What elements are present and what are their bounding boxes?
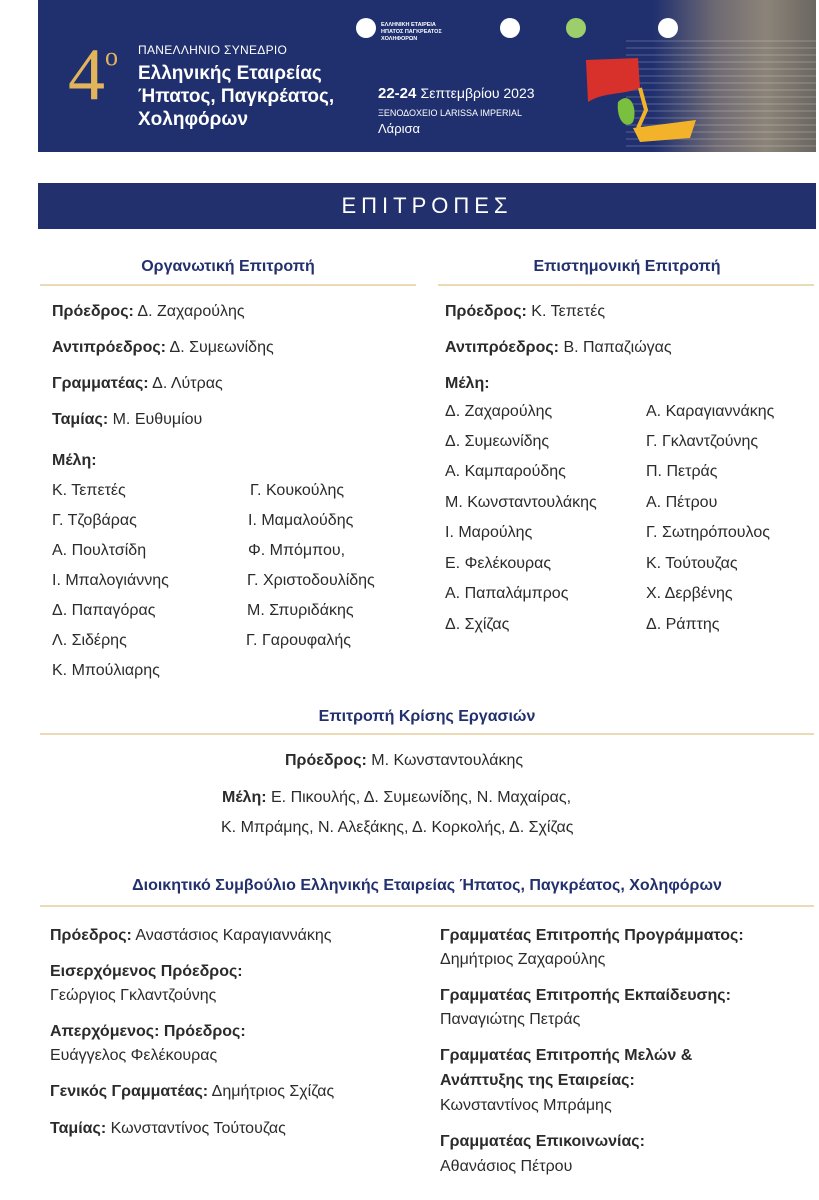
board-role-name: Παναγιώτης Πετράς [440,1011,581,1028]
scientific-member: Μ. Κωνσταντουλάκης [445,494,597,511]
scientific-member: Δ. Συμεωνίδης [445,433,550,450]
venue: ΞΕΝΟΔΟΧΕΙΟ LARISSA IMPERIAL [378,108,523,118]
organizing-member: Κ. Μπούλιαρης [52,662,160,679]
scientific-role: Πρόεδρος: Κ. Τεπετές [445,303,606,320]
organizing-member: Ι. Μπαλογιάννης [52,572,169,589]
scientific-member: Ι. Μαρούλης [445,524,533,541]
judging-members-line: Κ. Μπράμης, Ν. Αλεξάκης, Δ. Κορκολής, Δ. Σχίζας [221,819,574,836]
scientific-member: Γ. Σωτηρόπουλος [646,524,770,541]
judging-members-line: Μέλη: Ε. Πικουλής, Δ. Συμεωνίδης, Ν. Μαχαίρας, [222,789,572,806]
scientific-member: Δ. Ράπτης [646,616,720,633]
scientific-divider [438,284,814,286]
judging-heading: Επιτροπή Κρίσης Εργασιών [318,708,536,725]
board-role-name: Κωνσταντίνος Μπράμης [440,1097,612,1114]
board-role-name: Ευάγγελος Φελέκουρας [50,1047,218,1064]
organizing-role: Αντιπρόεδρος: Δ. Συμεωνίδης [52,339,274,356]
board-role-name: Γεώργιος Γκλαντζούνης [50,987,217,1004]
organizing-member: Φ. Μπόμπου, [248,542,346,559]
judging-divider [40,733,814,735]
scientific-member: Γ. Γκλαντζούνης [646,433,759,450]
board-role-name: Δημήτριος Ζαχαρούλης [440,951,606,968]
board-role-label: Γραμματέας Επιτροπής Εκπαίδευσης: [440,987,731,1004]
board-role-label: Γραμματέας Επιτροπής Προγράμματος: [440,927,744,944]
scientific-member: Δ. Ζαχαρούλης [445,403,553,420]
board-role-label: Ανάπτυξης της Εταιρείας: [440,1072,635,1089]
scientific-heading: Επιστημονική Επιτροπή [533,258,721,275]
board-role-label: Γραμματέας Επιτροπής Μελών & [440,1047,693,1064]
organizing-role: Πρόεδρος: Δ. Ζαχαρούλης [52,303,245,320]
scientific-member: Χ. Δερβένης [646,585,733,602]
page-title: ΕΠΙΤΡΟΠΕΣ [38,183,816,229]
board-divider [40,905,814,907]
organizing-heading: Οργανωτική Επιτροπή [141,258,315,275]
organizing-role: Γραμματέας: Δ. Λύτρας [52,375,223,392]
scientific-member: Ε. Φελέκουρας [445,555,552,572]
scientific-member: Α. Πέτρου [646,494,718,511]
board-role-label: Απερχόμενος: Πρόεδρος: [50,1023,246,1040]
organizing-member: Κ. Τεπετές [52,482,126,499]
city: Λάρισα [378,121,421,136]
organizing-divider [40,284,416,286]
scientific-role: Αντιπρόεδρος: Β. Παπαζιώγας [445,339,672,356]
judging-chair: Πρόεδρος: Μ. Κωνσταντουλάκης [285,752,524,769]
board-member: Πρόεδρος: Αναστάσιος Καραγιαννάκης [50,927,332,944]
organizing-member: Γ. Χριστοδουλίδης [247,572,375,589]
organizing-member: Γ. Κουκούλης [250,482,345,499]
society-name: Ελληνικής Εταιρείας Ήπατος, Παγκρέατος, Χοληφόρων [138,63,335,130]
society-logo-icon [356,18,376,38]
scientific-members-label: Μέλη: [445,375,490,392]
board-member: Ταμίας: Κωνσταντίνος Τούτουζας [50,1120,286,1137]
clinic-logo-icon [566,18,586,38]
edition-number: $4^o$ [68,34,118,116]
organizing-member: Γ. Γαρουφαλής [246,632,351,649]
congress-label: ΠΑΝΕΛΛΗΝΙΟ ΣΥΝΕΔΡΙΟ [138,43,288,57]
scientific-member: Α. Καμπαρούδης [445,463,566,480]
organizing-member: Ι. Μαμαλούδης [248,512,354,529]
organizing-member: Α. Πουλτσίδη [52,542,147,559]
university-logo-icon [500,18,520,38]
board-role-name: Αθανάσιος Πέτρου [440,1158,573,1175]
scientific-member: Π. Πετράς [646,463,718,480]
scientific-member: Α. Παπαλάμπρος [445,585,569,602]
scientific-member: Κ. Τούτουζας [646,555,738,572]
congress-banner [38,0,816,152]
scientific-member: Δ. Σχίζας [445,616,510,633]
scientific-member: Α. Καραγιαννάκης [646,403,775,420]
organizing-member: Γ. Τζοβάρας [52,512,137,529]
organizing-role: Ταμίας: Μ. Ευθυμίου [52,411,203,428]
congress-dates: 22-24 Σεπτεμβρίου 2023 [378,85,535,102]
board-role-label: Γραμματέας Επικοινωνίας: [440,1133,645,1150]
faculty-logo-icon [658,18,678,38]
board-member: Γενικός Γραμματέας: Δημήτριος Σχίζας [50,1083,335,1100]
board-role-label: Εισερχόμενος Πρόεδρος: [50,963,243,980]
organizing-member: Λ. Σιδέρης [52,632,127,649]
organizing-members-label: Μέλη: [52,452,97,469]
organizing-member: Μ. Σπυριδάκης [247,602,354,619]
society-logo-text: ΕΛΛΗΝΙΚΗ ΕΤΑΙΡΕΙΑ ΗΠΑΤΟΣ ΠΑΓΚΡΕΑΤΟΣ ΧΟΛΗΦΟΡΩΝ [381,22,442,42]
organs-illustration-icon [578,50,698,150]
organizing-member: Δ. Παπαγόρας [52,602,156,619]
board-heading: Διοικητικό Συμβούλιο Ελληνικής Εταιρείας Ήπατος, Παγκρέατος, Χοληφόρων [132,877,722,894]
